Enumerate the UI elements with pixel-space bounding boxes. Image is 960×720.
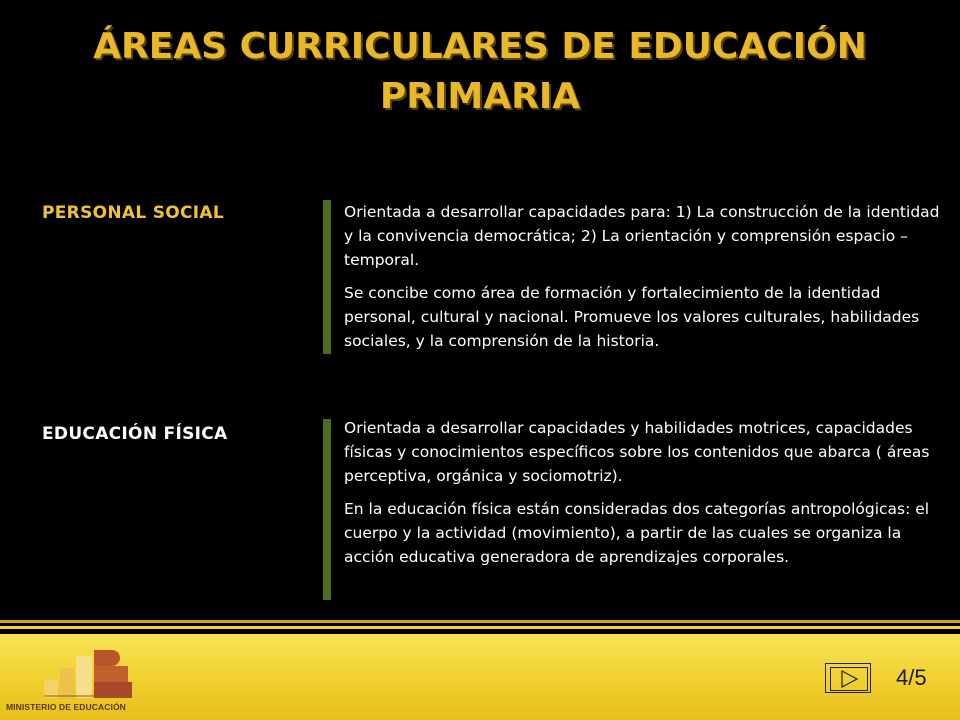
play-next-icon [830,667,868,691]
section-divider-bar [323,200,331,354]
ministry-logo-icon [44,648,136,698]
paragraph: Orientada a desarrollar capacidades para: 1) La construcción de la identidad y la convivencia democrática; 2) La orientación y comprensión espacio – temporal. [344,203,940,269]
footer-bar [0,634,960,720]
next-slide-button[interactable] [825,663,871,693]
section-text-personal-social [344,200,944,362]
section-label-educacion-fisica: EDUCACIÓN FÍSICA [42,424,228,444]
paragraph: Se concibe como área de formación y fortalecimiento de la identidad personal, cultural y nacional. Promueve los valores culturales, habilidades sociales, y la comprensión de la historia. [344,284,920,350]
logo-caption: MINISTERIO DE EDUCACIÓN [6,702,126,712]
section-text-educacion-fisica [344,416,944,578]
slide-title: ÁREAS CURRICULARES DE EDUCACIÓN PRIMARIA [93,26,867,117]
section-label-personal-social: PERSONAL SOCIAL [42,203,224,223]
page-indicator: 4/5 [896,665,927,690]
paragraph: Orientada a desarrollar capacidades y habilidades motrices, capacidades físicas y conocimientos específicos sobre los contenidos que abarca ( áreas perceptiva, orgánica y sociomotriz). [344,419,930,485]
section-divider-bar [323,419,331,600]
paragraph: En la educación física están consideradas dos categorías antropológicas: el cuerpo y la actividad (movimiento), a partir de las cuales se organiza la acción educativa generadora de aprendizajes corporales. [344,500,930,566]
